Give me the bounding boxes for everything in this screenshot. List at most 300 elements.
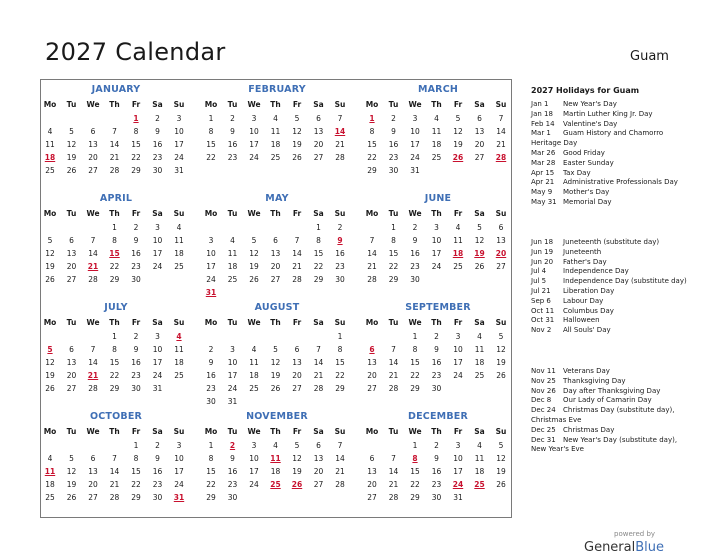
weekday-header: Fr [131,427,141,436]
holiday-date: Feb 14 [531,119,555,128]
holiday-name: Independence Day [563,267,629,276]
day-cell: 26 [292,153,302,162]
day-cell: 10 [152,345,163,354]
day-cell: 17 [152,358,163,367]
day-cell: 7 [498,114,504,123]
day-cell: 4 [273,441,278,450]
weekday-header: Su [173,427,185,436]
page-title: 2027 Calendar [45,38,226,66]
day-cell: 3 [434,223,439,232]
day-cell: 17 [227,371,238,380]
day-cell: 27 [270,275,281,284]
holiday-name: Day after Thanksgiving Day [563,386,661,395]
day-cell: 14 [313,358,324,367]
day-cell: 4 [273,114,278,123]
day-cell: 11 [174,345,184,354]
weekday-header: We [408,318,422,327]
holiday-item [531,316,691,326]
day-cell: 1 [133,441,139,450]
weekday-header: Fr [131,209,141,218]
day-cell: 27 [367,384,377,393]
day-cell: 5 [294,114,300,123]
day-cell: 10 [249,454,259,463]
day-cell: 21 [388,480,399,489]
day-cell: 7 [90,236,96,245]
holiday-day-cell: 26 [291,480,303,489]
day-cell: 20 [270,262,281,271]
month-name: APRIL [99,193,133,204]
day-cell: 23 [410,262,420,271]
day-cell: 4 [176,223,182,232]
day-cell: 10 [431,236,442,245]
weekday-header: Fr [453,100,463,109]
day-cell: 11 [249,358,259,367]
day-cell: 26 [474,262,485,271]
day-cell: 10 [410,127,420,136]
day-cell: 24 [410,153,420,162]
holiday-day-cell: 20 [495,249,507,258]
day-cell: 24 [206,275,216,284]
holiday-day-cell: 25 [474,480,485,489]
day-cell: 12 [66,140,77,149]
day-cell: 23 [431,371,442,380]
day-cell: 16 [227,140,238,149]
day-cell: 12 [45,249,55,258]
day-cell: 16 [431,467,442,476]
day-cell: 19 [496,467,506,476]
day-cell: 24 [152,371,163,380]
weekday-header: Th [270,209,281,218]
day-cell: 18 [474,358,485,367]
day-cell: 11 [431,127,442,136]
day-cell: 29 [367,166,377,175]
day-cell: 27 [313,153,324,162]
day-cell: 21 [367,262,377,271]
day-cell: 20 [88,153,98,162]
country-label: Guam [630,49,669,64]
day-cell: 14 [367,249,377,258]
day-cell: 6 [369,454,375,463]
day-cell: 9 [391,127,396,136]
weekday-header: Su [334,318,346,327]
day-cell: 5 [455,114,461,123]
day-cell: 22 [206,480,216,489]
day-cell: 30 [410,275,420,284]
day-cell: 3 [176,114,182,123]
weekday-header: Th [109,209,120,218]
day-cell: 19 [270,371,281,380]
day-cell: 22 [410,371,420,380]
day-cell: 15 [206,467,216,476]
day-cell: 12 [496,454,506,463]
weekday-header: Su [334,427,346,436]
day-cell: 19 [66,153,77,162]
day-cell: 13 [292,358,302,367]
holiday-day-cell: 18 [452,249,464,258]
holiday-item [531,178,691,188]
day-cell: 23 [131,262,141,271]
day-cell: 28 [313,384,324,393]
day-cell: 3 [208,236,214,245]
weekday-header: Th [431,100,442,109]
holiday-item [531,396,691,406]
day-cell: 6 [477,114,482,123]
weekday-header: Fr [292,209,302,218]
holiday-item [531,238,691,248]
day-cell: 30 [131,275,141,284]
holiday-name: Administrative Professionals Day [563,178,678,187]
day-cell: 17 [431,249,442,258]
day-cell: 16 [388,140,399,149]
holiday-item [531,426,691,436]
weekday-header: Sa [474,209,485,218]
holiday-item [531,149,691,159]
day-cell: 18 [45,480,55,489]
day-cell: 8 [112,236,117,245]
day-cell: 19 [292,140,302,149]
day-cell: 23 [388,153,399,162]
month-name: SEPTEMBER [405,302,471,313]
weekday-header: Tu [66,427,77,436]
day-cell: 30 [152,493,163,502]
day-cell: 12 [496,345,506,354]
month-name: MAY [265,193,289,204]
holiday-date: Oct 11 [531,306,555,315]
day-cell: 29 [109,384,120,393]
day-cell: 13 [88,467,98,476]
day-cell: 18 [174,358,184,367]
day-cell: 31 [152,384,163,393]
day-cell: 28 [88,275,98,284]
day-cell: 3 [230,345,235,354]
weekday-header: We [247,318,261,327]
day-cell: 31 [410,166,420,175]
weekday-header: Sa [313,100,324,109]
weekday-header: Mo [43,209,57,218]
month-name: JULY [104,302,128,313]
holiday-day-cell: 9 [337,236,343,245]
weekday-header: Mo [204,209,218,218]
holiday-day-cell: 18 [44,153,56,162]
day-cell: 16 [152,140,163,149]
day-cell: 7 [112,454,117,463]
day-cell: 18 [474,467,485,476]
holiday-date: Jul 4 [531,267,547,276]
day-cell: 4 [477,441,482,450]
day-cell: 5 [47,236,53,245]
day-cell: 30 [388,166,399,175]
weekday-header: Tu [388,209,399,218]
day-cell: 25 [431,153,442,162]
holiday-day-cell: 24 [452,480,464,489]
day-cell: 24 [249,153,259,162]
day-cell: 5 [294,441,300,450]
holiday-date: Nov 26 [531,386,556,395]
day-cell: 8 [369,127,375,136]
holiday-day-cell: 19 [474,249,485,258]
day-cell: 21 [292,262,302,271]
day-cell: 25 [45,493,55,502]
holiday-date: Sep 6 [531,296,551,305]
holiday-item [531,277,691,287]
day-cell: 29 [388,275,399,284]
holiday-date: Jan 1 [531,100,549,108]
day-cell: 8 [133,454,139,463]
day-cell: 19 [249,262,259,271]
holiday-item [531,377,691,387]
day-cell: 10 [152,236,163,245]
weekday-header: Th [431,427,442,436]
day-cell: 1 [316,223,321,232]
weekday-header: We [247,209,261,218]
holiday-date: Dec 24 [531,406,556,415]
day-cell: 14 [88,358,98,367]
weekday-header: Fr [292,318,302,327]
day-cell: 2 [155,114,160,123]
weekday-header: We [408,100,422,109]
weekday-header: Sa [152,100,163,109]
day-cell: 11 [474,345,485,354]
weekday-header: Su [173,318,185,327]
day-cell: 15 [367,140,377,149]
day-cell: 6 [69,345,74,354]
day-cell: 2 [434,332,439,341]
holiday-date: May 9 [531,188,553,197]
day-cell: 10 [206,249,216,258]
day-cell: 13 [313,454,324,463]
holiday-day-cell: 11 [44,467,56,476]
day-cell: 30 [131,384,141,393]
holiday-date: Oct 31 [531,316,555,325]
day-cell: 16 [227,467,238,476]
day-cell: 8 [337,345,343,354]
day-cell: 15 [388,249,399,258]
day-cell: 25 [453,262,463,271]
day-cell: 14 [496,127,506,136]
day-cell: 27 [367,493,377,502]
day-cell: 15 [131,140,141,149]
weekday-header: Mo [43,318,57,327]
day-cell: 18 [249,371,259,380]
holiday-item [531,198,691,208]
day-cell: 30 [206,397,216,406]
day-cell: 24 [453,371,463,380]
weekday-header: Mo [204,318,218,327]
day-cell: 20 [367,480,377,489]
day-cell: 24 [174,153,184,162]
day-cell: 19 [496,358,506,367]
day-cell: 17 [249,467,259,476]
holiday-day-cell: 31 [173,493,185,502]
holiday-item [531,267,691,277]
day-cell: 26 [249,275,259,284]
day-cell: 24 [227,384,238,393]
day-cell: 23 [431,480,442,489]
holiday-day-cell: 21 [87,262,99,271]
holiday-name: Our Lady of Camarin Day [563,396,652,405]
weekday-header: Tu [227,427,238,436]
day-cell: 15 [335,358,345,367]
brand-name-a: General [584,540,636,555]
day-cell: 7 [337,441,343,450]
day-cell: 4 [251,345,257,354]
day-cell: 29 [410,493,420,502]
holiday-day-cell: 4 [176,332,182,341]
day-cell: 2 [133,332,139,341]
day-cell: 7 [112,127,117,136]
day-cell: 31 [174,166,184,175]
day-cell: 25 [474,371,485,380]
day-cell: 24 [431,262,442,271]
day-cell: 1 [112,223,117,232]
day-cell: 3 [412,114,418,123]
day-cell: 30 [431,493,442,502]
day-cell: 24 [249,480,259,489]
day-cell: 22 [109,262,120,271]
day-cell: 23 [152,480,163,489]
day-cell: 17 [206,262,216,271]
holiday-item [531,287,691,297]
holiday-name: Father's Day [563,257,607,266]
day-cell: 16 [206,371,216,380]
month-name: DECEMBER [408,411,468,422]
holiday-date: Jun 19 [531,247,554,256]
day-cell: 28 [109,493,120,502]
day-cell: 30 [335,275,345,284]
holiday-date: Jun 18 [531,238,554,246]
day-cell: 6 [273,236,278,245]
day-cell: 13 [496,236,506,245]
day-cell: 6 [316,114,321,123]
day-cell: 22 [131,480,141,489]
day-cell: 16 [410,249,420,258]
day-cell: 7 [337,114,343,123]
holiday-date: May 31 [531,197,557,206]
day-cell: 17 [453,467,463,476]
day-cell: 27 [66,275,77,284]
month-name: AUGUST [254,302,300,313]
day-cell: 6 [316,441,321,450]
holiday-item [531,387,691,397]
day-cell: 8 [412,345,418,354]
month-name: JANUARY [91,84,141,95]
day-cell: 5 [498,332,504,341]
day-cell: 11 [45,140,55,149]
weekday-header: Fr [453,209,463,218]
day-cell: 3 [455,332,461,341]
day-cell: 14 [388,358,399,367]
holiday-name: Liberation Day [563,286,615,295]
day-cell: 13 [367,467,377,476]
holiday-date: Nov 11 [531,367,556,375]
day-cell: 17 [410,140,420,149]
day-cell: 22 [410,480,420,489]
weekday-header: Th [270,100,281,109]
day-cell: 25 [270,153,281,162]
weekday-header: Fr [131,318,141,327]
holiday-day-cell: 5 [47,345,53,354]
day-cell: 5 [251,236,257,245]
day-cell: 29 [313,275,324,284]
day-cell: 4 [230,236,235,245]
day-cell: 15 [206,140,216,149]
day-cell: 28 [109,166,120,175]
holiday-item [531,367,691,377]
holiday-day-cell: 25 [270,480,281,489]
holiday-name: Veterans Day [563,367,610,375]
holiday-date: Jan 18 [531,109,553,118]
holiday-item [531,326,691,336]
weekday-header: Su [173,100,185,109]
day-cell: 19 [292,467,302,476]
day-cell: 22 [367,153,377,162]
holiday-name: Tax Day [563,168,591,177]
day-cell: 2 [337,223,343,232]
weekday-header: We [86,209,100,218]
weekday-header: Fr [292,427,302,436]
day-cell: 27 [66,384,77,393]
day-cell: 15 [109,358,120,367]
day-cell: 8 [133,127,139,136]
weekday-header: We [408,427,422,436]
holiday-item [531,188,691,198]
day-cell: 12 [45,358,55,367]
holiday-day-cell: 15 [109,249,120,258]
day-cell: 2 [208,345,214,354]
day-cell: 20 [66,262,77,271]
holiday-name: Halloween [563,316,600,325]
weekday-header: Su [173,209,185,218]
day-cell: 18 [227,262,238,271]
weekday-header: Th [270,427,281,436]
day-cell: 23 [152,153,163,162]
holiday-day-cell: 1 [369,114,375,123]
holiday-day-cell: 31 [205,288,217,297]
day-cell: 26 [66,166,77,175]
day-cell: 5 [273,345,278,354]
weekday-header: Sa [474,100,485,109]
day-cell: 28 [388,384,399,393]
holiday-date: Mar 26 [531,148,556,157]
holiday-name: Mother's Day [563,188,610,197]
day-cell: 4 [434,114,439,123]
day-cell: 12 [270,358,281,367]
holiday-name: Independence Day (substitute day) [563,277,687,286]
day-cell: 18 [270,140,281,149]
day-cell: 28 [388,493,399,502]
day-cell: 27 [496,262,506,271]
day-cell: 1 [391,223,396,232]
day-cell: 21 [109,153,120,162]
day-cell: 3 [176,441,182,450]
day-cell: 27 [88,166,98,175]
day-cell: 5 [498,441,504,450]
day-cell: 14 [292,249,302,258]
day-cell: 13 [66,358,77,367]
weekday-header: Su [495,209,507,218]
day-cell: 25 [227,275,238,284]
holiday-name: Juneteenth (substitute day) [563,238,660,246]
weekday-header: Mo [43,427,57,436]
weekday-header: Tu [227,100,238,109]
day-cell: 26 [496,480,506,489]
day-cell: 17 [152,249,163,258]
holiday-item [531,120,691,130]
day-cell: 3 [155,223,160,232]
day-cell: 2 [155,441,160,450]
month-name: MARCH [417,84,459,95]
day-cell: 18 [174,249,184,258]
